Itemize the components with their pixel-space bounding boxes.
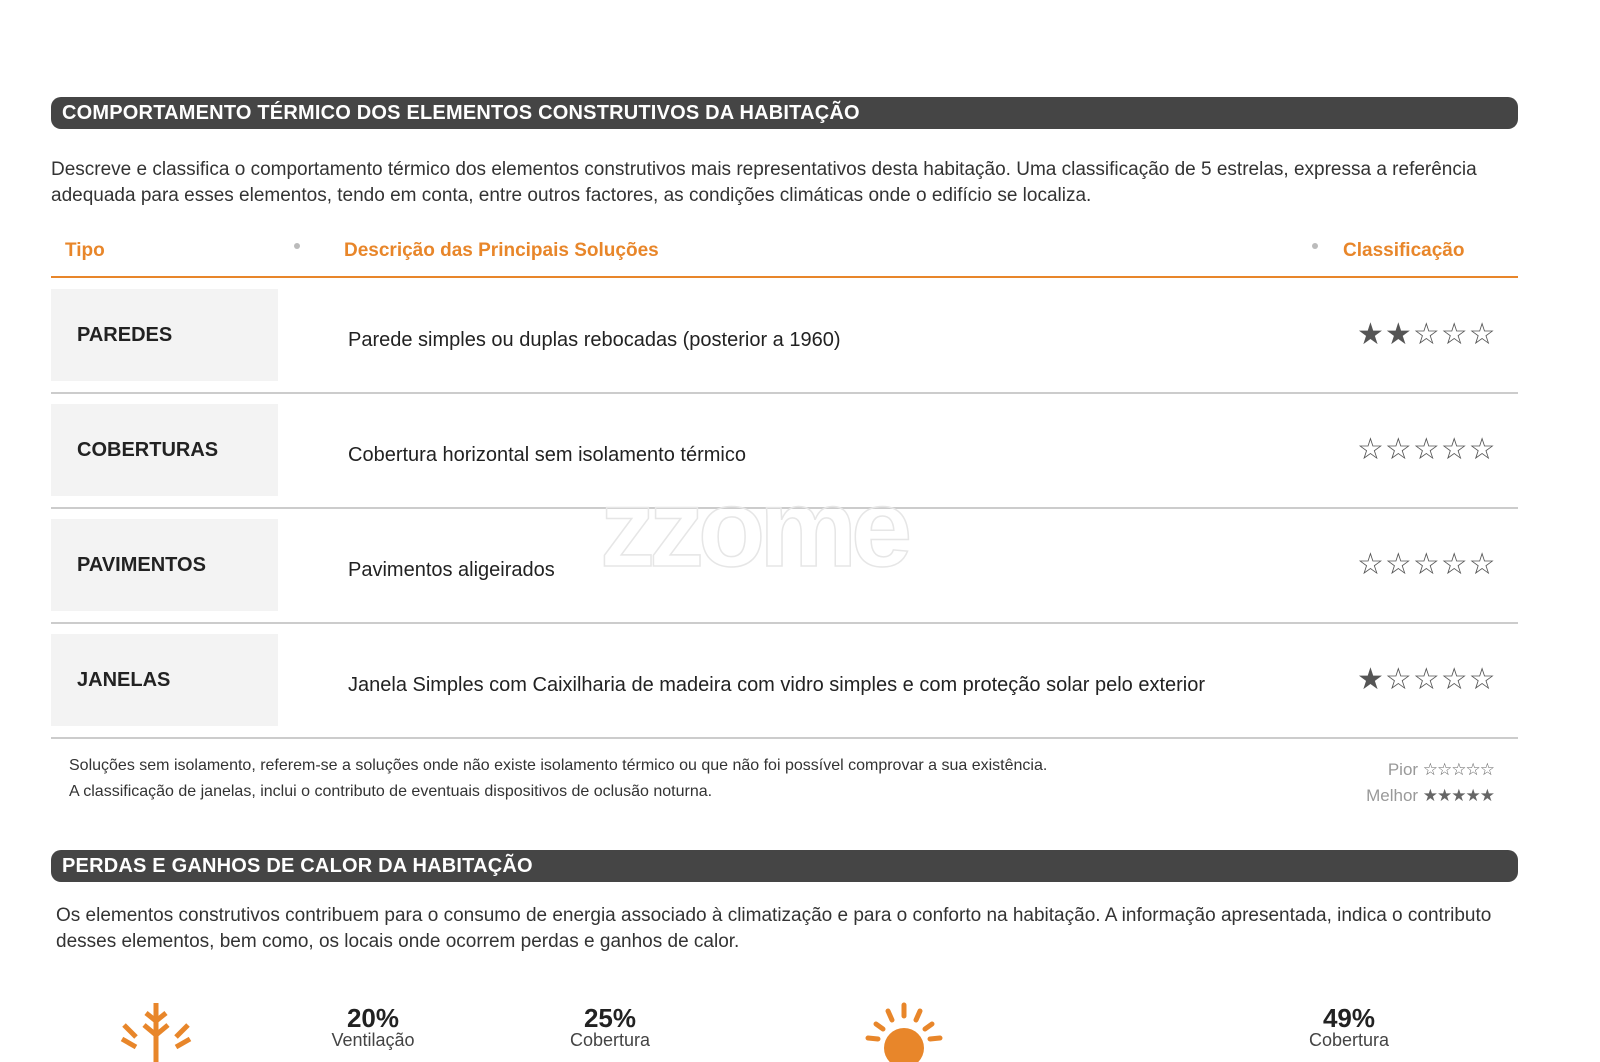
- table-row: [51, 289, 1518, 392]
- legend-worst: [1388, 760, 1494, 780]
- star-empty-icon: ☆: [1412, 433, 1441, 466]
- section-header-heat: PERDAS E GANHOS DE CALOR DA HABITAÇÃO: [51, 850, 1518, 882]
- star-empty-icon: ☆: [1440, 318, 1469, 351]
- row-type: COBERTURAS: [51, 404, 278, 496]
- row-type: PAVIMENTOS: [51, 519, 278, 611]
- snowflake-icon: [120, 1003, 192, 1062]
- section-description: Os elementos construtivos contribuem para o consumo de energia associado à climatização e para o conforto na habitação. A informação apresentada, indica o contributo desses elementos, bem como, os locais onde ocorrem perdas e ganhos de calor.: [56, 905, 1492, 952]
- star-empty-icon: ☆: [1412, 548, 1441, 581]
- row-description: Cobertura horizontal sem isolamento térmico: [348, 444, 746, 466]
- header-underline: [51, 276, 1518, 278]
- full-stars-icon: ★★★★★: [1422, 786, 1494, 805]
- table-row: [51, 634, 1518, 737]
- star-empty-icon: ☆: [1412, 663, 1441, 696]
- divider-dot: [294, 243, 300, 249]
- star-empty-icon: ☆: [1384, 548, 1413, 581]
- column-header-descricao: Descrição das Principais Soluções: [344, 240, 659, 261]
- star-empty-icon: ☆: [1357, 548, 1385, 581]
- empty-stars-icon: ☆☆☆☆☆: [1422, 760, 1494, 779]
- zome-watermark-logo: zzome: [600, 467, 907, 590]
- star-empty-icon: ☆: [1468, 318, 1497, 351]
- star-empty-icon: ☆: [1440, 663, 1469, 696]
- row-divider: [51, 392, 1518, 394]
- star-empty-icon: ☆: [1440, 433, 1469, 466]
- star-filled-icon: ★: [1357, 318, 1385, 351]
- star-empty-icon: ☆: [1412, 318, 1441, 351]
- legend-best-label: Melhor: [1366, 786, 1419, 805]
- row-description: Janela Simples com Caixilharia de madeira com vidro simples e com proteção solar pelo exterior: [348, 674, 1206, 696]
- divider-dot: [1312, 243, 1318, 249]
- legend-best: [1366, 786, 1494, 806]
- stat-winter-cobertura: 25% Cobertura: [569, 1003, 651, 1050]
- section-header-thermal: COMPORTAMENTO TÉRMICO DOS ELEMENTOS CONSTRUTIVOS DA HABITAÇÃO: [51, 97, 1518, 129]
- star-rating: [1357, 547, 1497, 582]
- star-empty-icon: ☆: [1440, 548, 1469, 581]
- column-header-tipo: Tipo: [65, 240, 105, 261]
- stat-winter-ventilacao: 20% Ventilação: [331, 1003, 415, 1050]
- sun-icon: [864, 1002, 944, 1062]
- note: A classificação de janelas, inclui o contributo de eventuais dispositivos de oclusão noturna.: [69, 783, 713, 800]
- row-type: JANELAS: [51, 634, 278, 726]
- row-divider: [51, 737, 1518, 739]
- column-header-classificacao: Classificação: [1343, 240, 1465, 261]
- row-divider: [51, 622, 1518, 624]
- star-empty-icon: ☆: [1384, 663, 1413, 696]
- star-empty-icon: ☆: [1468, 663, 1497, 696]
- section-description: Descreve e classifica o comportamento térmico dos elementos construtivos mais representativos desta habitação. Uma classificação de 5 estrelas, expressa a referência adequada para esses elementos, tendo em conta, entre outros factores, as condições climáticas onde o edifício se localiza.: [51, 159, 1477, 206]
- star-rating: [1357, 317, 1497, 352]
- star-rating: [1357, 662, 1497, 697]
- note: Soluções sem isolamento, referem-se a soluções onde não existe isolamento térmico ou que não foi possível comprovar a sua existência.: [69, 757, 1048, 774]
- legend-worst-label: Pior: [1387, 760, 1419, 779]
- star-empty-icon: ☆: [1357, 433, 1385, 466]
- star-filled-icon: ★: [1384, 318, 1413, 351]
- star-empty-icon: ☆: [1468, 548, 1497, 581]
- row-description: Pavimentos aligeirados: [348, 559, 555, 581]
- star-empty-icon: ☆: [1384, 433, 1413, 466]
- row-description: Parede simples ou duplas rebocadas (posterior a 1960): [348, 329, 841, 351]
- star-rating: [1357, 432, 1497, 467]
- star-filled-icon: ★: [1357, 663, 1385, 696]
- star-empty-icon: ☆: [1468, 433, 1497, 466]
- row-type: PAREDES: [51, 289, 278, 381]
- stat-summer-cobertura: 49% Cobertura: [1308, 1003, 1390, 1050]
